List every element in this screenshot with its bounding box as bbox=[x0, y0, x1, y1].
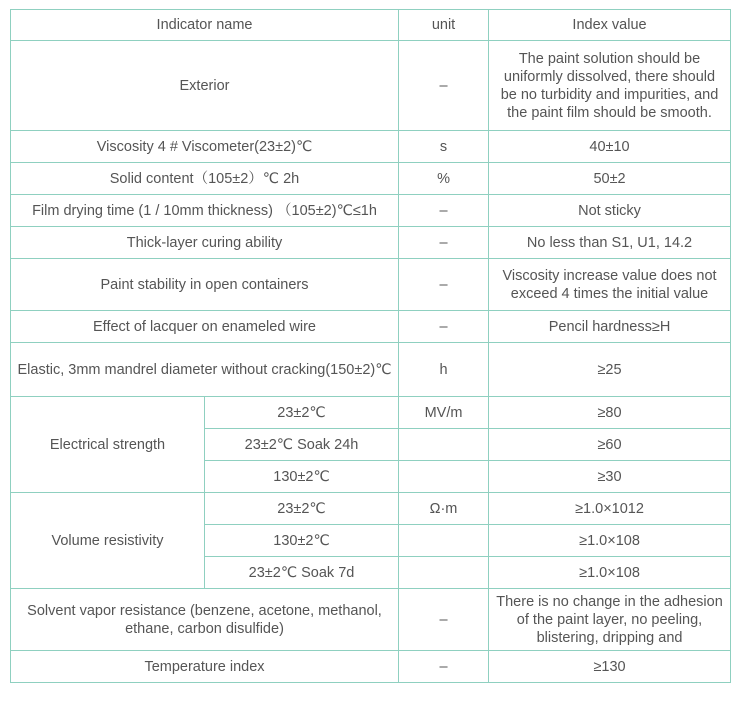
table-row bbox=[11, 651, 731, 683]
condition-cell: 23±2℃ Soak 24h bbox=[205, 429, 399, 461]
index-value: Viscosity increase value does not exceed 4 times the initial value bbox=[489, 259, 731, 311]
condition-cell: 23±2℃ bbox=[205, 397, 399, 429]
unit-cell: h bbox=[399, 343, 489, 397]
unit-cell bbox=[399, 557, 489, 589]
unit-cell: Ω·m bbox=[399, 493, 489, 525]
indicator-name: Paint stability in open containers bbox=[11, 259, 399, 311]
unit-cell: MV/m bbox=[399, 397, 489, 429]
header-row bbox=[11, 10, 731, 41]
header-unit: unit bbox=[399, 10, 489, 41]
unit-cell: % bbox=[399, 163, 489, 195]
index-value: No less than S1, U1, 14.2 bbox=[489, 227, 731, 259]
indicator-name: Viscosity 4 # Viscometer(23±2)℃ bbox=[11, 131, 399, 163]
unit-cell: s bbox=[399, 131, 489, 163]
header-index-value: Index value bbox=[489, 10, 731, 41]
index-value: ≥60 bbox=[489, 429, 731, 461]
condition-cell: 130±2℃ bbox=[205, 525, 399, 557]
index-value: ≥80 bbox=[489, 397, 731, 429]
indicator-name: Solid content（105±2）℃ 2h bbox=[11, 163, 399, 195]
unit-cell bbox=[399, 461, 489, 493]
table-row bbox=[11, 397, 731, 429]
header-indicator-name: Indicator name bbox=[11, 10, 399, 41]
table-row bbox=[11, 227, 731, 259]
table-row bbox=[11, 311, 731, 343]
indicator-name: Solvent vapor resistance (benzene, acetone, methanol, ethane, carbon disulfide) bbox=[11, 589, 399, 651]
index-value: ≥1.0×108 bbox=[489, 525, 731, 557]
indicator-name: Temperature index bbox=[11, 651, 399, 683]
spec-table bbox=[10, 9, 731, 683]
group-name-electrical-strength: Electrical strength bbox=[11, 397, 205, 493]
indicator-name: Effect of lacquer on enameled wire bbox=[11, 311, 399, 343]
index-value: 40±10 bbox=[489, 131, 731, 163]
table-row bbox=[11, 131, 731, 163]
unit-cell: – bbox=[399, 651, 489, 683]
index-value: The paint solution should be uniformly dissolved, there should be no turbidity and impurities, and the paint film should be smooth. bbox=[489, 41, 731, 131]
unit-cell: – bbox=[399, 195, 489, 227]
index-value: ≥30 bbox=[489, 461, 731, 493]
indicator-name: Elastic, 3mm mandrel diameter without cracking(150±2)℃ bbox=[11, 343, 399, 397]
unit-cell bbox=[399, 525, 489, 557]
table-row bbox=[11, 589, 731, 651]
indicator-name: Thick-layer curing ability bbox=[11, 227, 399, 259]
index-value: ≥1.0×1012 bbox=[489, 493, 731, 525]
condition-cell: 23±2℃ Soak 7d bbox=[205, 557, 399, 589]
unit-cell bbox=[399, 429, 489, 461]
group-name-volume-resistivity: Volume resistivity bbox=[11, 493, 205, 589]
table-row bbox=[11, 41, 731, 131]
table-row bbox=[11, 195, 731, 227]
table-row bbox=[11, 259, 731, 311]
condition-cell: 130±2℃ bbox=[205, 461, 399, 493]
indicator-name: Exterior bbox=[11, 41, 399, 131]
index-value: ≥25 bbox=[489, 343, 731, 397]
index-value: ≥1.0×108 bbox=[489, 557, 731, 589]
unit-cell: – bbox=[399, 311, 489, 343]
index-value: There is no change in the adhesion of the paint layer, no peeling, blistering, dripping and bbox=[489, 589, 731, 651]
unit-cell: – bbox=[399, 227, 489, 259]
condition-cell: 23±2℃ bbox=[205, 493, 399, 525]
index-value: 50±2 bbox=[489, 163, 731, 195]
table-row bbox=[11, 163, 731, 195]
indicator-name: Film drying time (1 / 10mm thickness) （105±2)℃≤1h bbox=[11, 195, 399, 227]
index-value: ≥130 bbox=[489, 651, 731, 683]
unit-cell: – bbox=[399, 259, 489, 311]
table-row bbox=[11, 493, 731, 525]
unit-cell: – bbox=[399, 41, 489, 131]
index-value: Not sticky bbox=[489, 195, 731, 227]
unit-cell: – bbox=[399, 589, 489, 651]
table-row bbox=[11, 343, 731, 397]
index-value: Pencil hardness≥H bbox=[489, 311, 731, 343]
